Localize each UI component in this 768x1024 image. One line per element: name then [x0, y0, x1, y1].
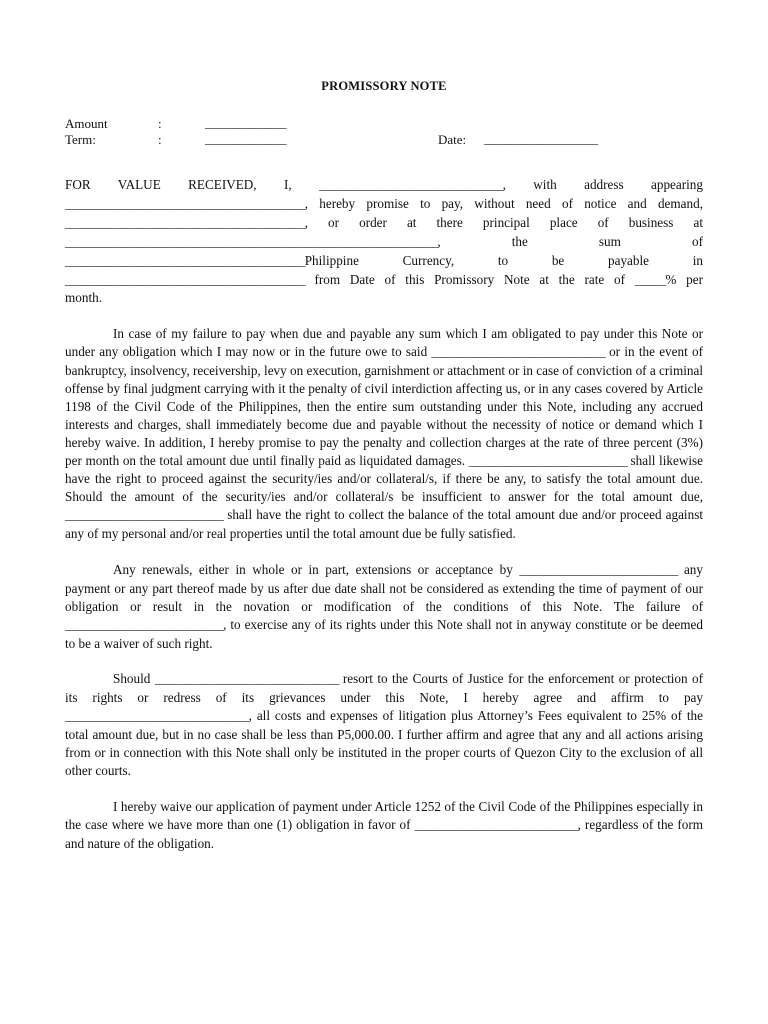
creditor-blank[interactable]: _______________________________ [519, 563, 678, 577]
text-line [65, 271, 703, 290]
paragraph-litigation-clause [65, 670, 703, 779]
interest-rate-blank[interactable]: ______ [634, 272, 666, 287]
business-address-blank[interactable]: _________________________________________________________________________ [65, 234, 438, 249]
paragraph-default-clause [65, 325, 703, 543]
text-run: , or order at there principal place of business at [304, 214, 703, 230]
text-run: Philippine Currency, to be payable in [304, 252, 703, 268]
text-line [65, 176, 703, 195]
page-title: PROMISSORY NOTE [321, 79, 447, 93]
text-run: % per [665, 271, 703, 287]
text-line [65, 233, 703, 252]
text-run: FOR VALUE RECEIVED, I, [65, 177, 292, 192]
text-run: any payment or any part thereof made by us after due date shall not be considered as extending the time of payment of our obligation or result in the novation or modification of the conditions of this Note. The failure of [65, 562, 703, 614]
creditor-blank[interactable]: ____________________________________ [65, 709, 249, 724]
payee-blank[interactable]: _______________________________________________ [65, 215, 305, 230]
term-label: Term: [65, 132, 96, 147]
term-period-blank[interactable]: _______________________________________________ [65, 272, 305, 287]
text-run: from Date of this Promissory Note at the rate of [304, 271, 635, 287]
text-run: Should [113, 671, 155, 687]
creditor-blank[interactable]: __________________________________ [431, 345, 605, 360]
creditor-blank[interactable]: _______________________________ [65, 617, 224, 632]
text-run: or in the event of bankruptcy, insolvency, receivership, levy on execution, garnishment or attachment or in case of conviction of a criminal offense by final judgment carrying with it the penalty of civil interdiction affecting us, or in any cases covered by Article 1198 of the Civil Code of the Philippines, then the entire sum outstanding under this Note, including any accrued interests and charges, shall immediately become due and payable without the necessity of notice or demand which I hereby waive. In addition, I hereby promise to pay the penalty and collection charges at the rate of three percent (3%) per month on the total amount due until finally paid as liquidated damages. [65, 344, 703, 468]
text-run: In case of my failure to pay when due and payable any sum which I am obligated to pay under this Note or under any obligation which I may now or in the future owe to said [65, 326, 703, 360]
term-blank[interactable]: _______________ [205, 132, 287, 146]
text-run: , all costs and expenses of litigation plus Attorney’s Fees equivalent to 25% of the total amount due, but in no case shall be less than P5,000.00. I further affirm and agree that any and all actions arising from or in connection with this Note shall only be instituted in the proper courts of Quezon City to the exclusion of all other courts. [65, 708, 703, 778]
borrower-name-blank[interactable]: ____________________________________ [319, 178, 503, 192]
text-line [65, 252, 703, 271]
text-run: resort to the Courts of Justice for the enforcement or protection of its rights or redress of its grievances under this Note, I hereby agree and affirm to pay [65, 671, 704, 706]
text-run: , to exercise any of its rights under this Note shall not in anyway constitute or be deemed to be a waiver of such right. [65, 616, 703, 651]
note-body [65, 176, 703, 870]
text-run: , with address appearing [502, 177, 703, 192]
sum-blank[interactable]: _______________________________________________ [65, 253, 305, 268]
text-run: , regardless of the form and nature of the obligation. [65, 816, 703, 851]
paragraph-waiver-clause [65, 798, 703, 853]
text-run: I hereby waive our application of payment under Article 1252 of the Civil Code of the Philippines especially in the case where we have more than one (1) obligation in favor of [65, 798, 703, 832]
creditor-blank[interactable]: _______________________________ [65, 508, 224, 523]
text-line [65, 195, 703, 214]
text-line [65, 214, 703, 233]
creditor-blank[interactable]: _______________________________ [468, 453, 627, 468]
amount-blank[interactable]: _______________ [205, 116, 287, 130]
paragraph-value-received [65, 176, 703, 307]
amount-colon: : [158, 116, 162, 131]
date-label: Date: [438, 132, 467, 147]
term-colon: : [158, 132, 162, 147]
paragraph-renewals-clause [65, 561, 703, 653]
creditor-blank[interactable]: ________________________________ [414, 817, 578, 832]
amount-label: Amount [65, 116, 108, 131]
creditor-blank[interactable]: ____________________________________ [154, 672, 339, 687]
text-run: shall have the right to collect the balance of the total amount due and/or proceed against any of my personal and/or real properties until the total amount due be fully satisfied. [65, 507, 703, 542]
text-run: Any renewals, either in whole or in part, extensions or acceptance by [113, 562, 520, 577]
address-blank[interactable]: _______________________________________________ [65, 196, 305, 211]
text-run: shall likewise have the right to proceed against the security/ies and/or collateral/s, if there be any, to satisfy the total amount due. Should the amount of the security/ies and/or collateral/s be insufficient to answer for the total amount due, [65, 452, 704, 505]
text-line: month. [65, 290, 102, 306]
date-blank[interactable]: _____________________ [484, 132, 598, 146]
text-run: , hereby promise to pay, without need of notice and demand, [304, 195, 703, 211]
text-run: , the sum of [437, 233, 703, 249]
